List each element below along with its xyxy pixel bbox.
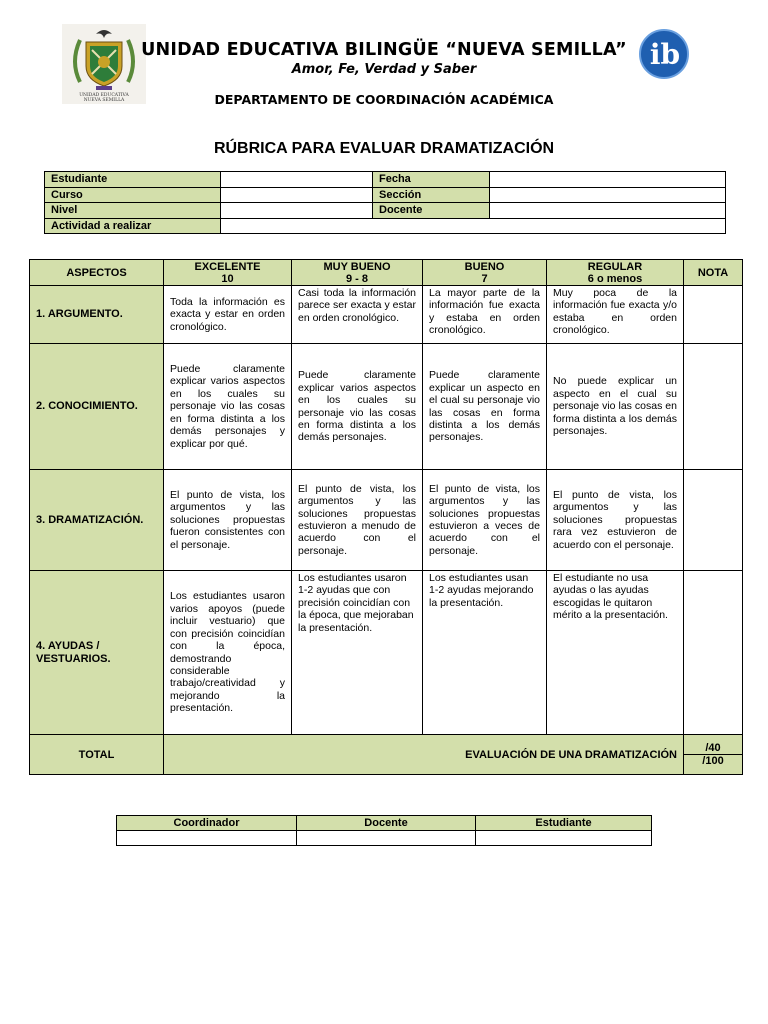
- ib-logo: [638, 28, 690, 80]
- signature-label-docente: Docente: [297, 816, 476, 831]
- svg-text:ib: ib: [649, 38, 681, 71]
- field-nivel[interactable]: [221, 203, 373, 219]
- criterion-bueno: El punto de vista, los argumentos y las soluciones propuestas estuvieron a veces de acuerdo con el personaje.: [423, 470, 547, 571]
- aspect-label: 3. DRAMATIZACIÓN.: [30, 470, 164, 571]
- header-aspectos: ASPECTOS: [30, 260, 164, 286]
- field-fecha[interactable]: [490, 172, 726, 188]
- criterion-bueno: La mayor parte de la información fue exacta y estaba en orden cronológico.: [423, 286, 547, 344]
- label-docente: Docente: [373, 203, 490, 219]
- label-fecha: Fecha: [373, 172, 490, 188]
- rubric-row: [30, 571, 743, 735]
- department-title: DEPARTAMENTO DE COORDINACIÓN ACADÉMICA: [214, 92, 554, 107]
- rubric-row: [30, 286, 743, 344]
- info-row: [45, 187, 726, 203]
- label-seccion: Sección: [373, 187, 490, 203]
- label-curso: Curso: [45, 187, 221, 203]
- score-40: /40: [684, 742, 742, 755]
- field-docente[interactable]: [490, 203, 726, 219]
- nota-cell[interactable]: [684, 470, 743, 571]
- field-curso[interactable]: [221, 187, 373, 203]
- criterion-muy-bueno: Casi toda la información parece ser exacta y estar en orden cronológico.: [292, 286, 423, 344]
- criterion-regular: Muy poca de la información fue exacta y/o estaba en orden cronológico.: [547, 286, 684, 344]
- field-seccion[interactable]: [490, 187, 726, 203]
- signature-field-docente[interactable]: [297, 831, 476, 846]
- label-nivel: Nivel: [45, 203, 221, 219]
- rubric-header-row: [30, 260, 743, 286]
- student-info-table: [44, 171, 726, 234]
- criterion-regular: El punto de vista, los argumentos y las soluciones propuestas rara vez estuvieron de acuerdo con el personaje.: [547, 470, 684, 571]
- field-actividad[interactable]: [221, 218, 726, 234]
- nota-cell[interactable]: [684, 344, 743, 470]
- criterion-bueno: Puede claramente explicar un aspecto en el cual su personaje vio las cosas en forma distinta a los demás personajes.: [423, 344, 547, 470]
- rubric-row: [30, 470, 743, 571]
- criterion-excelente: Toda la información es exacta y estar en orden cronológico.: [164, 286, 292, 344]
- aspect-label: 4. AYUDAS / VESTUARIOS.: [30, 571, 164, 735]
- header-muy-bueno: MUY BUENO 9 - 8: [292, 260, 423, 286]
- signature-header-row: [117, 816, 652, 831]
- aspect-label: 1. ARGUMENTO.: [30, 286, 164, 344]
- signature-field-estudiante[interactable]: [476, 831, 652, 846]
- header-bueno: BUENO 7: [423, 260, 547, 286]
- header-nota: NOTA: [684, 260, 743, 286]
- signature-row: [117, 831, 652, 846]
- total-score-cell[interactable]: [684, 735, 743, 775]
- rubric-row: [30, 344, 743, 470]
- criterion-muy-bueno: Los estudiantes usaron 1-2 ayudas que con precisión coincidían con la época, que mejoraban la presentación.: [292, 571, 423, 735]
- rubric-title: RÚBRICA PARA EVALUAR DRAMATIZACIÓN: [213, 140, 555, 157]
- nota-cell[interactable]: [684, 571, 743, 735]
- rubric-total-row: [30, 735, 743, 775]
- svg-text:UNIDAD EDUCATIVA: UNIDAD EDUCATIVA: [79, 93, 129, 98]
- signature-label-estudiante: Estudiante: [476, 816, 652, 831]
- criterion-regular: El estudiante no usa ayudas o las ayudas escogidas le quitaron mérito a la presentación.: [547, 571, 684, 735]
- nota-cell[interactable]: [684, 286, 743, 344]
- school-motto: Amor, Fe, Verdad y Saber: [291, 62, 477, 77]
- header-excelente: EXCELENTE 10: [164, 260, 292, 286]
- criterion-excelente: El punto de vista, los argumentos y las soluciones propuestas fueron consistentes con el personaje.: [164, 470, 292, 571]
- field-estudiante[interactable]: [221, 172, 373, 188]
- signature-label-coordinador: Coordinador: [117, 816, 297, 831]
- total-label: TOTAL: [30, 735, 164, 775]
- criterion-bueno: Los estudiantes usan 1-2 ayudas mejorando la presentación.: [423, 571, 547, 735]
- header-regular: REGULAR 6 o menos: [547, 260, 684, 286]
- info-row: [45, 172, 726, 188]
- signature-field-coordinador[interactable]: [117, 831, 297, 846]
- criterion-muy-bueno: Puede claramente explicar varios aspectos en los cuales su personaje vio las cosas en forma distinta a los demás personajes.: [292, 344, 423, 470]
- criterion-excelente: Puede claramente explicar varios aspectos en los cuales su personaje vio las cosas en forma distinta a los demás personajes y explicar por qué.: [164, 344, 292, 470]
- criterion-muy-bueno: El punto de vista, los argumentos y las soluciones propuestas estuvieron a menudo de acuerdo con el personaje.: [292, 470, 423, 571]
- signature-table: [116, 815, 652, 846]
- school-name: UNIDAD EDUCATIVA BILINGÜE “NUEVA SEMILLA”: [141, 40, 627, 60]
- evaluation-label: EVALUACIÓN DE UNA DRAMATIZACIÓN: [164, 735, 684, 775]
- info-row: [45, 203, 726, 219]
- info-row: [45, 218, 726, 234]
- criterion-excelente: Los estudiantes usaron varios apoyos (puede incluir vestuario) que con precisión coincidían con la época, demostrando considerable trabajo/creatividad y mejorando la presentación.: [164, 571, 292, 735]
- rubric-table: [29, 259, 743, 775]
- score-100: /100: [702, 755, 724, 767]
- label-estudiante: Estudiante: [45, 172, 221, 188]
- svg-text:NUEVA SEMILLA: NUEVA SEMILLA: [83, 98, 125, 103]
- aspect-label: 2. CONOCIMIENTO.: [30, 344, 164, 470]
- label-actividad: Actividad a realizar: [45, 218, 221, 234]
- criterion-regular: No puede explicar un aspecto en el cual su personaje vio las cosas en forma distinta a los demás personajes.: [547, 344, 684, 470]
